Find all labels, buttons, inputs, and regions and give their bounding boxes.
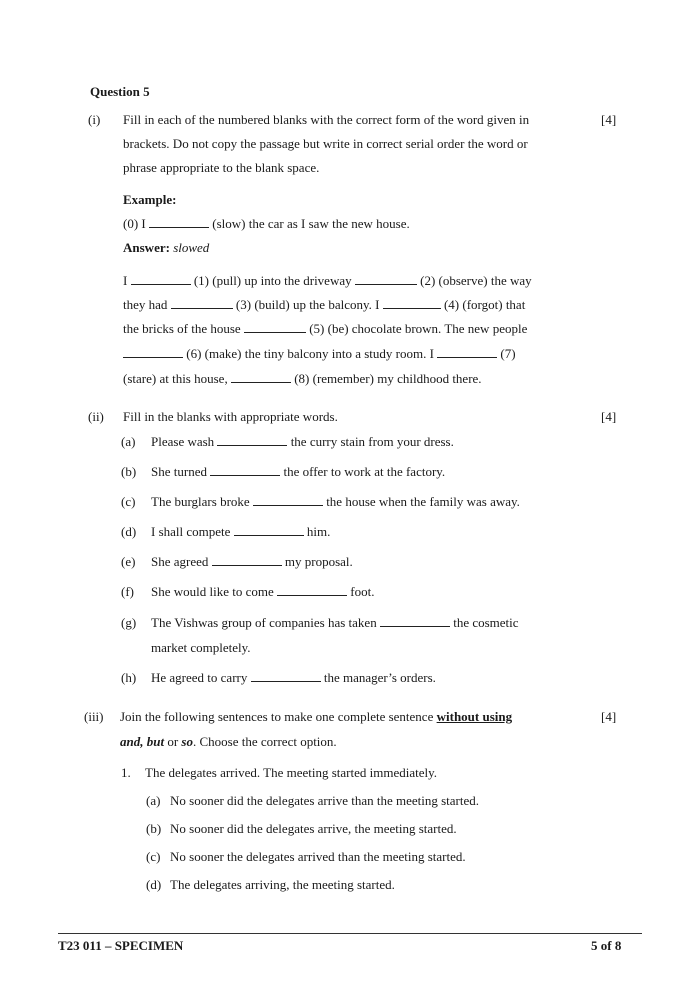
part-iii-instruction [120, 709, 512, 725]
option-text: No sooner did the delegates arrive, the meeting started. [170, 821, 457, 836]
item-f [121, 584, 374, 600]
passage-line [123, 297, 525, 313]
question-text: The delegates arrived. The meeting started immediately. [145, 765, 438, 780]
passage-line [123, 346, 516, 362]
passage-text: (3) (build) up the balcony. I [235, 297, 380, 312]
answer-value: slowed [173, 240, 210, 255]
passage-blank-7 [437, 346, 497, 358]
passage-blank-5 [244, 321, 306, 333]
option-label: (d) [146, 877, 162, 892]
item-text: She would like to come [151, 584, 274, 599]
part-ii-instruction: Fill in the blanks with appropriate words. [123, 409, 338, 424]
passage-blank-2 [355, 273, 417, 285]
item-text: She turned [151, 464, 207, 479]
item-text: I shall compete [151, 524, 231, 539]
item-text: She agreed [151, 554, 209, 569]
item-blank [253, 494, 323, 506]
item-label: (d) [121, 524, 137, 539]
option-label: (b) [146, 821, 162, 836]
item-blank [212, 554, 282, 566]
passage-text: the bricks of the house [123, 321, 241, 336]
item-blank [217, 434, 287, 446]
instruction-emphasis: and, but [120, 734, 165, 749]
option-b [146, 821, 457, 837]
item-label: (a) [121, 434, 136, 449]
footer-divider [58, 933, 642, 934]
item-text: the manager’s orders. [323, 670, 436, 685]
item-label: (g) [121, 615, 137, 630]
question-number: 1. [121, 765, 131, 780]
item-b [121, 464, 445, 480]
question-title: Question 5 [90, 84, 150, 99]
passage-text: (2) (observe) the way [420, 273, 532, 288]
option-text: No sooner the delegates arrived than the meeting started. [170, 849, 466, 864]
passage-line [123, 321, 527, 337]
item-text: Please wash [151, 434, 215, 449]
answer-label: Answer: [123, 240, 170, 255]
item-text: The burglars broke [151, 494, 250, 509]
item-g [121, 615, 519, 631]
item-blank [251, 670, 321, 682]
item-d [121, 524, 330, 540]
instruction-emphasis: so [181, 734, 193, 749]
passage-text: (1) (pull) up into the driveway [193, 273, 352, 288]
item-text: him. [306, 524, 331, 539]
example-blank [149, 216, 209, 228]
option-label: (a) [146, 793, 161, 808]
item-label: (f) [121, 584, 134, 599]
example-answer [123, 240, 209, 256]
item-blank [380, 615, 450, 627]
item-label: (e) [121, 554, 136, 569]
item-label: (b) [121, 464, 137, 479]
instruction-text: or [167, 734, 179, 749]
passage-text: I [123, 273, 128, 288]
item-text: the cosmetic [453, 615, 519, 630]
item-blank [277, 584, 347, 596]
item-text: the curry stain from your dress. [290, 434, 454, 449]
part-i-instruction-line: brackets. Do not copy the passage but write in correct serial order the word or [123, 136, 528, 151]
passage-blank-1 [131, 273, 191, 285]
passage-line [123, 273, 532, 289]
option-a [146, 793, 479, 809]
item-text: The Vishwas group of companies has taken [151, 615, 377, 630]
part-i-marks: [4] [601, 112, 617, 127]
passage-text: they had [123, 297, 168, 312]
footer-page-number: 5 of 8 [591, 938, 622, 953]
example-prefix: (0) I [123, 216, 146, 231]
item-c [121, 494, 520, 510]
item-blank [210, 464, 280, 476]
part-iii-number: (iii) [84, 709, 104, 724]
footer-code: T23 011 – SPECIMEN [58, 938, 184, 953]
item-blank [234, 524, 304, 536]
item-g-line2: market completely. [151, 640, 251, 655]
item-text: the offer to work at the factory. [283, 464, 446, 479]
instruction-text: . Choose the correct option. [192, 734, 337, 749]
option-c [146, 849, 466, 865]
part-ii-number: (ii) [88, 409, 104, 424]
part-ii-marks: [4] [601, 409, 617, 424]
item-text: the house when the family was away. [326, 494, 520, 509]
passage-text: (7) [500, 346, 516, 361]
passage-text: (5) (be) chocolate brown. The new people [309, 321, 528, 336]
passage-text: (8) (remember) my childhood there. [294, 371, 482, 386]
item-text: foot. [350, 584, 375, 599]
item-text: my proposal. [284, 554, 353, 569]
instruction-text: Join the following sentences to make one complete sentence [120, 709, 434, 724]
question-1 [121, 765, 437, 781]
passage-text: (4) (forgot) that [443, 297, 526, 312]
instruction-emphasis: without using [436, 709, 513, 724]
example-label: Example: [123, 192, 177, 207]
part-iii-instruction-line2 [120, 734, 337, 750]
part-i-instruction-line: Fill in each of the numbered blanks with the correct form of the word given in [123, 112, 530, 127]
item-a [121, 434, 454, 450]
option-label: (c) [146, 849, 161, 864]
item-label: (c) [121, 494, 136, 509]
example-sentence [123, 216, 410, 232]
passage-blank-3 [171, 297, 233, 309]
option-d [146, 877, 395, 893]
item-e [121, 554, 353, 570]
passage-text: (6) (make) the tiny balcony into a study room. I [186, 346, 434, 361]
passage-text: (stare) at this house, [123, 371, 228, 386]
item-h [121, 670, 436, 686]
option-text: The delegates arriving, the meeting started. [170, 877, 395, 892]
part-i-instruction-line: phrase appropriate to the blank space. [123, 160, 320, 175]
passage-blank-6 [123, 346, 183, 358]
passage-line [123, 371, 482, 387]
passage-blank-8 [231, 371, 291, 383]
item-text: He agreed to carry [151, 670, 248, 685]
part-i-number: (i) [88, 112, 101, 127]
passage-blank-4 [383, 297, 441, 309]
example-suffix: (slow) the car as I saw the new house. [212, 216, 410, 231]
part-iii-marks: [4] [601, 709, 617, 724]
item-label: (h) [121, 670, 137, 685]
option-text: No sooner did the delegates arrive than the meeting started. [170, 793, 480, 808]
